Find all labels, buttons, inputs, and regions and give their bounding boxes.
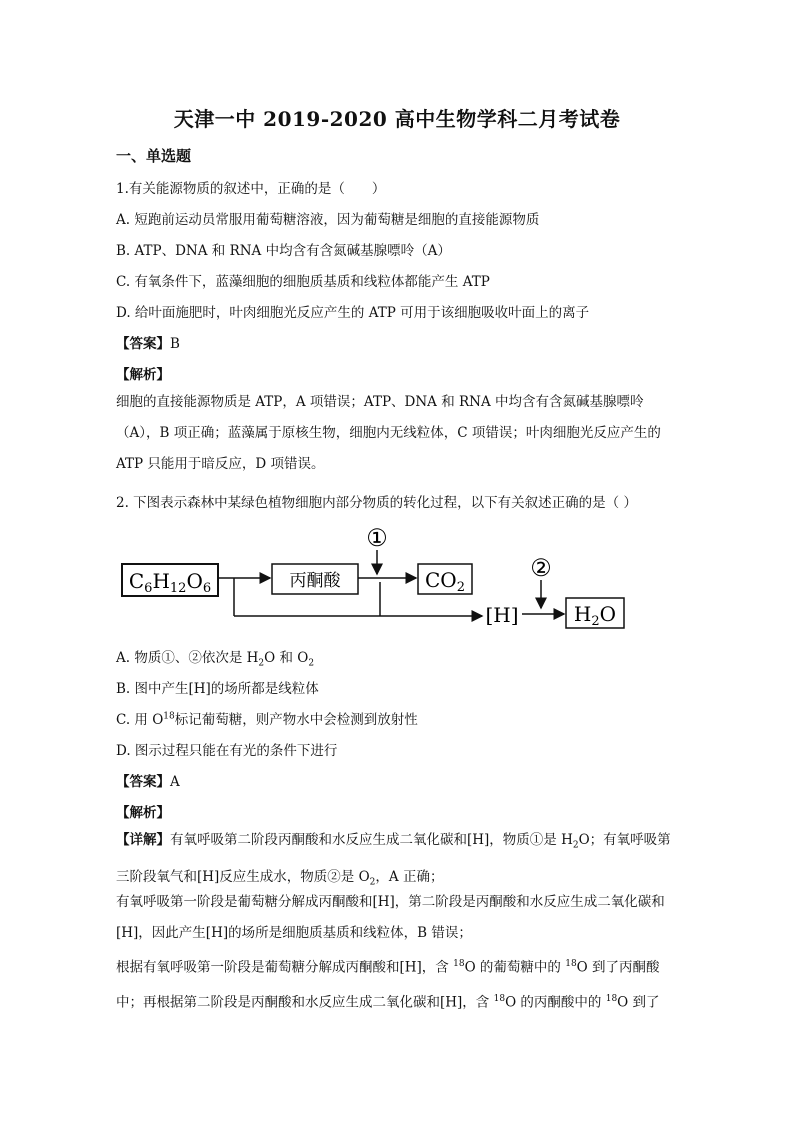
q1-answer [116, 332, 180, 352]
q2-option-d: D. 图示过程只能在有光的条件下进行 [116, 743, 338, 759]
q1-stem: 1.有关能源物质的叙述中，正确的是（ ） [116, 181, 386, 197]
answer-value: B [170, 336, 180, 352]
h-label: [H] [485, 603, 519, 627]
page-title: 天津一中 2019-2020 高中生物学科二月考试卷 [173, 107, 621, 131]
glucose-label: $C_6H_{12}O_6$ [128, 569, 212, 596]
water-label: $H_2O$ [573, 602, 617, 629]
q2-answer [116, 770, 180, 790]
q1-option-a: A. 短跑前运动员常服用葡萄糖溶液，因为葡萄糖是细胞的直接能源物质 [116, 212, 540, 228]
answer-label: 【答案】 [116, 774, 170, 790]
q1-analysis: 细胞的直接能源物质是 ATP，A 项错误；ATP、DNA 和 RNA 中均含有含氮碱基腺嘌呤（A），B 项正确；蓝藻属于原核生物，细胞内无线粒体，C 项错误；叶肉细胞光反应产生的 ATP 只能用于暗反应，D 项错误。 [116, 394, 661, 472]
q2-option-b: B. 图中产生[H]的场所都是线粒体 [116, 681, 319, 697]
section-heading: 一、单选题 [116, 147, 192, 165]
q1-option-d: D. 给叶面施肥时，叶肉细胞光反应产生的 ATP 可用于该细胞吸收叶面上的离子 [116, 305, 590, 321]
q2-stem: 2. 下图表示森林中某绿色植物细胞内部分物质的转化过程，以下有关叙述正确的是（ ） [116, 495, 637, 511]
q2-option-c: C. 用 $O^{18}$标记葡萄糖，则产物水中会检测到放射性 [116, 711, 418, 728]
q1-option-c: C. 有氧条件下，蓝藻细胞的细胞质基质和线粒体都能产生 ATP [116, 274, 490, 290]
q1-analysis-label: 【解析】 [116, 367, 170, 383]
q2-analysis-p2: 有氧呼吸第一阶段是葡萄糖分解成丙酮酸和[H]，第二阶段是丙酮酸和水反应生成二氧化碳和[H]，因此产生[H]的场所是细胞质基质和线粒体，B 错误； [116, 894, 665, 941]
q2-analysis-p3: 根据有氧呼吸第一阶段是葡萄糖分解成丙酮酸和[H]，含 $^{18}$O 的葡萄糖中的 $^{18}$O 到了丙酮酸中；再根据第二阶段是丙酮酸和水反应生成二氧化碳和[H]，含 $^{18}$O 的丙酮酸中的 $^{18}$O 到了 [116, 959, 660, 1010]
q2-analysis-label: 【解析】 [116, 805, 170, 821]
marker-1: ① [366, 524, 388, 552]
q2-option-a: A. 物质①、②依次是 $H_2O$ 和 $O_2$ [116, 650, 315, 669]
answer-label: 【答案】 [116, 336, 170, 352]
q2-analysis-p1: 【详解】有氧呼吸第二阶段丙酮酸和水反应生成二氧化碳和[H]，物质①是 $H_2O$；有氧呼吸第三阶段氧气和[H]反应生成水，物质②是 $O_2$，A 正确； [116, 832, 671, 888]
pyruvate-label: 丙酮酸 [289, 571, 341, 591]
respiration-diagram [116, 520, 636, 635]
co2-label: $CO_2$ [425, 568, 465, 595]
answer-value: A [170, 774, 180, 790]
marker-2: ② [530, 554, 552, 582]
q1-option-b: B. ATP、DNA 和 RNA 中均含有含氮碱基腺嘌呤（A） [116, 243, 451, 259]
